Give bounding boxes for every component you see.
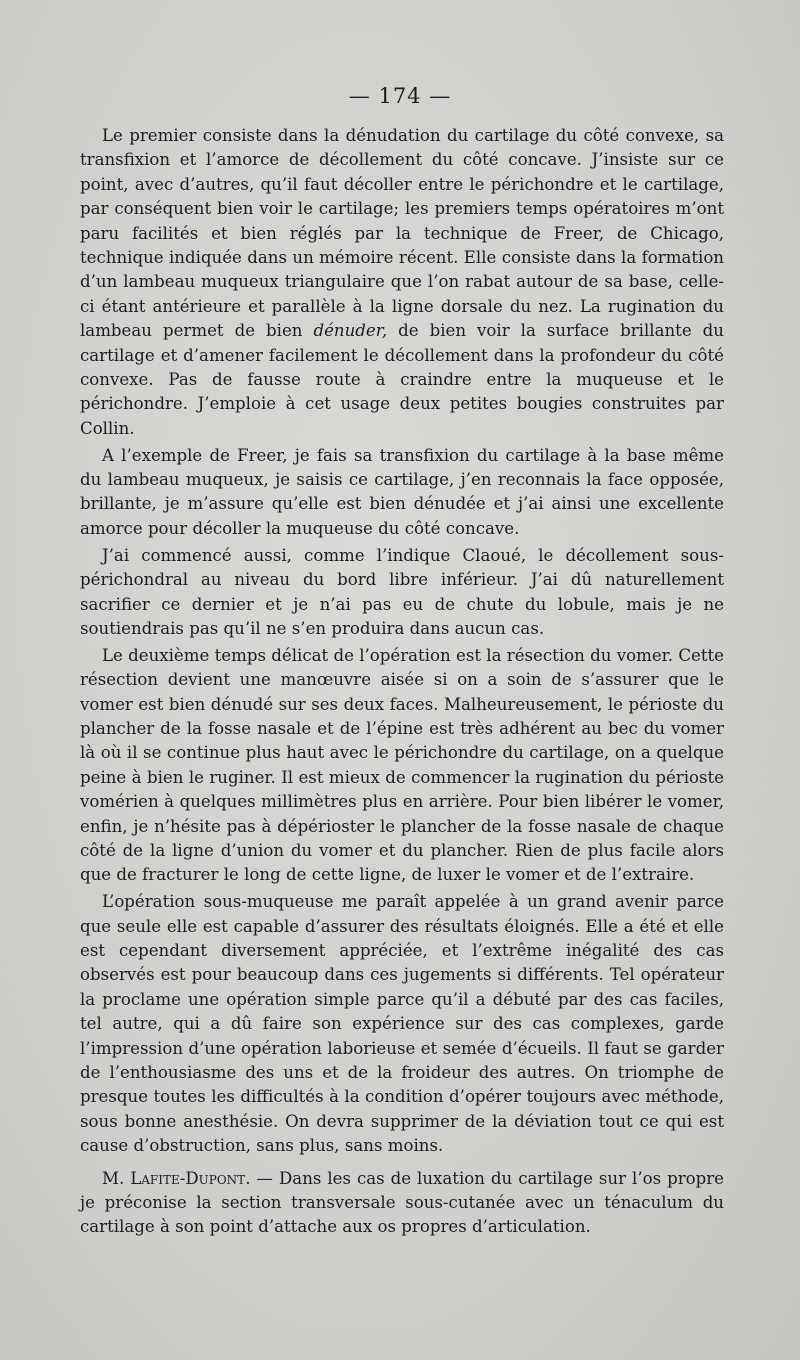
paragraph-text: — Dans les cas de luxation du cartilage sur l’os propre je préconise la section transversale sous-cutanée avec un ténaculum du cartilage à son point d’attache aux os propres d’articulation. [80, 1168, 724, 1237]
paragraph-1 [80, 124, 724, 441]
paragraph-6 [80, 1167, 724, 1240]
speaker-name: M. Lafite-Dupont. [102, 1168, 251, 1188]
paragraph-5: L’opération sous-muqueuse me paraît appelée à un grand avenir parce que seule elle est capable d’assurer des résultats éloignés. Elle a été et elle est cependant diversement appréciée, et l’extrême inégalité des cas observés est pour beaucoup dans ces jugements si différents. Tel opérateur la proclame une opération simple parce qu’il a débuté par des cas faciles, tel autre, qui a dû faire son expérience sur des cas complexes, garde l’impression d’une opération laborieuse et semée d’écueils. Il faut se garder de l’enthousiasme des uns et de la froideur des autres. On triomphe de presque toutes les difficultés à la condition d’opérer toujours avec méthode, sous bonne anesthésie. On devra supprimer de la déviation tout ce qui est cause d’obstruction, sans plus, sans moins. [80, 892, 724, 1156]
paragraph-2: A l’exemple de Freer, je fais sa transfixion du cartilage à la base même du lambeau muqueux, je saisis ce cartilage, j’en reconnais la face opposée, brillante, je m’assure qu’elle est bien dénudée et j’ai ainsi une excellente amorce pour décoller la muqueuse du côté concave. [80, 445, 724, 538]
page-number: — 174 — [348, 84, 452, 108]
document-body [80, 124, 724, 1242]
paragraph-text: Le premier consiste dans la dénudation du cartilage du côté convexe, sa transfixion et l’amorce de décollement du côté concave. J’insiste sur ce point, avec d’autres, qu’il faut décoller entre le périchondre et le cartilage, par conséquent bien voir le cartilage; les premiers temps opératoires m’ont paru facilités et bien réglés par la technique de Freer, de Chicago, technique indiquée dans un mémoire récent. Elle consiste dans la formation d’un lambeau muqueux triangulaire que l’on rabat autour de sa base, celle-ci étant antérieure et parallèle à la ligne dorsale du nez. La rugination du lambeau permet de bien [80, 126, 724, 341]
emphasis-text: dénuder, [313, 321, 388, 341]
paragraph-3: J’ai commencé aussi, comme l’indique Claoué, le décollement sous-périchondral au niveau du bord libre inférieur. J’ai dû naturellement sacrifier ce dernier et je n’ai pas eu de chute du lobule, mais je ne soutiendrais pas qu’il ne s’en produira dans aucun cas. [80, 545, 724, 638]
paragraph-text-continued: de bien voir la surface brillante du cartilage et d’amener facilement le décollement dans la profondeur du côté convexe. Pas de fausse route à craindre entre la muqueuse et le périchondre. J’emploie à cet usage deux petites bougies construites par Collin. [80, 321, 724, 438]
paragraph-4: Le deuxième temps délicat de l’opération est la résection du vomer. Cette résection devient une manœuvre aisée si on a soin de s’assurer que le vomer est bien dénudé sur ses deux faces. Malheureusement, le périoste du plancher de la fosse nasale et de l’épine est très adhérent au bec du vomer là où il se continue plus haut avec le périchondre du cartilage, on a quelque peine à bien le ruginer. Il est mieux de commencer la rugination du périoste vomérien à quelques millimètres plus en arrière. Pour bien libérer le vomer, enfin, je n’hésite pas à dépérioster le plancher de la fosse nasale de chaque côté de la ligne d’union du vomer et du plancher. Rien de plus facile alors que de fracturer le long de cette ligne, de luxer le vomer et de l’extraire. [80, 645, 724, 885]
